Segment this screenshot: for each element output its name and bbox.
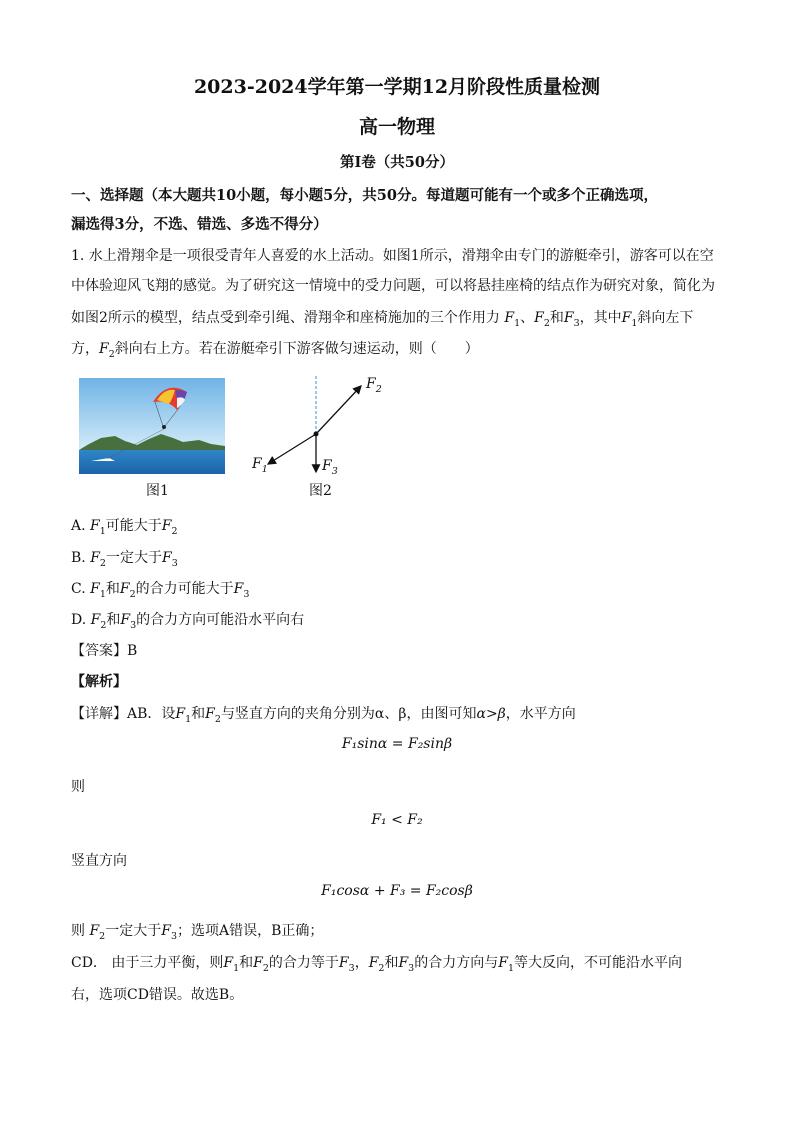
volume-title: 第Ⅰ卷（共50分） xyxy=(340,154,454,171)
parasail-photo xyxy=(79,378,225,474)
detail-vertical: 竖直方向 xyxy=(71,853,127,869)
fig2-caption: 图2 xyxy=(309,483,332,499)
equation-horizontal: F₁sinα = F₂sinβ xyxy=(341,736,453,752)
question-line3: 如图2所示的模型，结点受到牵引绳、滑翔伞和座椅施加的三个作用力 $F_1$、$F_2$和$F_3$，其中$F_1$斜向左下 xyxy=(71,310,694,329)
option-d: D. $F_2$和$F_3$的合力方向可能沿水平向右 xyxy=(71,612,305,631)
force-f1-arrow xyxy=(268,434,316,464)
detail-line1: 【详解】AB．设$F_1$和$F_2$与竖直方向的夹角分别为α、β，由图可知α>β，水平方向 xyxy=(71,706,576,725)
option-c: C. $F_1$和$F_2$的合力可能大于$F_3$ xyxy=(71,581,250,600)
label-f1: $F_1$ xyxy=(252,456,268,475)
force-f2-arrow xyxy=(316,386,361,434)
knot-point xyxy=(314,432,319,437)
option-a: A. $F_1$可能大于$F_2$ xyxy=(71,518,178,537)
equation-inequality: F₁ < F₂ xyxy=(371,812,423,828)
option-b: B. $F_2$一定大于$F_3$ xyxy=(71,550,178,569)
section-heading-line1: 一、选择题（本大题共10小题，每小题5分，共50分。每道题可能有一个或多个正确选项， xyxy=(71,187,658,204)
subject-title: 高一物理 xyxy=(358,116,435,138)
label-f3: $F_3$ xyxy=(322,458,338,477)
fig1-caption: 图1 xyxy=(146,483,169,499)
label-f2: $F_2$ xyxy=(366,376,382,395)
analysis-label: 【解析】 xyxy=(71,674,127,690)
detail-then: 则 xyxy=(71,779,85,795)
equation-vertical: F₁cosα + F₃ = F₂cosβ xyxy=(321,883,473,899)
detail-line3: CD． 由于三力平衡，则$F_1$和$F_2$的合力等于$F_3$，$F_2$和$F_3$的合力方向与$F_1$等大反向，不可能沿水平向 xyxy=(71,955,682,974)
question-line2: 中体验迎风飞翔的感觉。为了研究这一情境中的受力问题，可以将悬挂座椅的结点作为研究对象，简化为 xyxy=(71,278,715,294)
exam-title: 2023-2024学年第一学期12月阶段性质量检测 xyxy=(193,76,601,98)
question-line4: 方，$F_2$斜向右上方。若在游艇牵引下游客做匀速运动，则（ ） xyxy=(71,341,479,360)
answer-label: 【答案】B xyxy=(71,643,138,659)
detail-line2: 则 $F_2$一定大于$F_3$；选项A错误，B正确； xyxy=(71,923,324,942)
detail-line4: 右，选项CD错误。故选B。 xyxy=(71,987,244,1003)
section-heading-line2: 漏选得3分，不选、错选、多选不得分） xyxy=(71,216,328,233)
question-line1: 1. 水上滑翔伞是一项很受青年人喜爱的水上活动。如图1所示，滑翔伞由专门的游艇牵引，游客可以在空 xyxy=(71,248,714,264)
